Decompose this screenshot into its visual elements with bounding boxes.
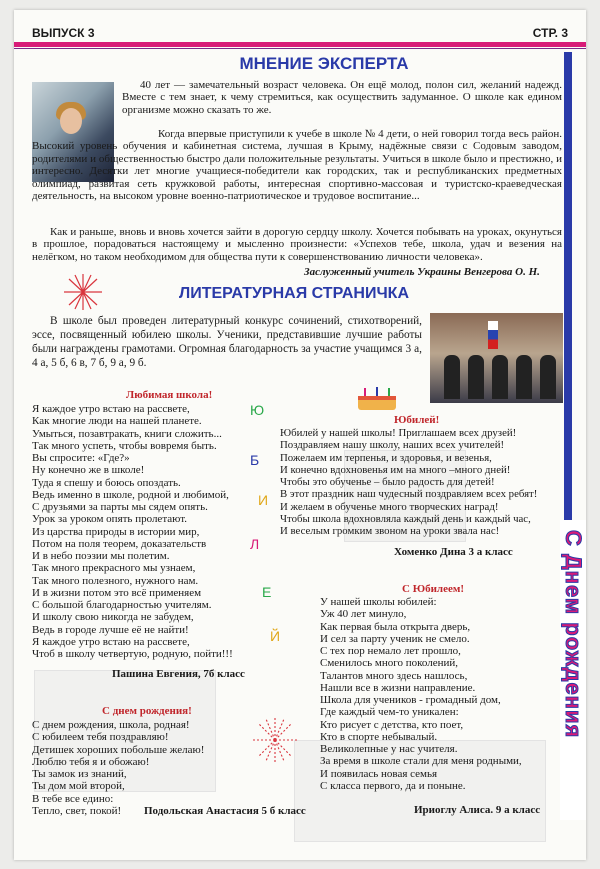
poem-text: Юбилей у нашей школы! Приглашаем всех друзей! Поздравляем нашу школу, наших всех учителей! Пожелаем им терпенья, и здоровья, и везенья, И конечно вдохновенья им на много –много дней! Чтобы это обученье – было радость для детей! В этот праздник наш чудесный поздравляем всех ребят! И желаем в обученье много творческих наград! Чтобы школа вдохновляла каждый день и каждый час, И веселым громким звоном на уроки звала нас!	[280, 427, 538, 537]
header-rule	[14, 42, 586, 47]
jubilee-letter: Л	[250, 536, 260, 552]
issue-label: ВЫПУСК 3	[32, 26, 95, 40]
poem-author: Хоменко Дина 3 а класс	[394, 546, 513, 558]
expert-paragraph-2: Когда впервые приступили к учебе в школе № 4 дети, о ней говорил тогда весь район. Высокий уровень обучения и кабинетная система, лучшая в Крыму, надёжные связи с Содовым заводом, родителями и общественностью быстро дали положительные результаты. Учиться в школе было и престижно, и интересно. Десятки лет многие учащиеся-победители как городских, так и республиканских предметных олимпиад, развитая сеть кружковой работы, интересная спортивно-массовая и туристско-краеведческая деятельность, на высоком уровне военно-патриотическое и трудовое воспитание...	[32, 128, 562, 203]
poem-author: Подольская Анастасия 5 б класс	[144, 805, 306, 817]
expert-title: МНЕНИЕ ЭКСПЕРТА	[239, 54, 409, 73]
page-header	[32, 24, 568, 42]
expert-signature: Заслуженный учитель Украины Венгерова О. Н.	[304, 266, 540, 278]
students-photo	[430, 313, 563, 403]
firework-icon	[250, 715, 300, 765]
poem-author: Пашина Евгения, 7б класс	[112, 668, 245, 680]
literary-intro: В школе был проведен литературный конкурс сочинений, стихотворений, эссе, посвященный юбилею школы. Ученики, представившие лучшие работы были награждены грамотами. Огромная благодарность за участие учащимся 3 а, 4 а, 5 б, 6 в, 7 б, 9 а, 9 б.	[32, 315, 422, 369]
expert-paragraph-1: 40 лет — замечательный возраст человека. Он ещё молод, полон сил, желаний надежд. Вместе с тем знает, к чему стремиться, как осуществить задуманное. О школе как едином организме можно сказать то же.	[122, 79, 562, 116]
poem-title: С Юбилеем!	[402, 583, 465, 595]
jubilee-letter: Й	[270, 628, 281, 644]
poem-text: У нашей школы юбилей: Уж 40 лет минуло, Как первая была открыта дверь, И сел за парту ученик не смело. С тех пор немало лет прошло, Сменилось много поколений, Талантов много здесь нашлось, Нашли все в жизни направление. Школа для учеников - громадный дом, Где каждый чем-то уникален: Кто рисует с детства, кто поет, Кто в спорте небывалый. Великолепные у нас учителя. За время в школе стали для меня родными, И появилась новая семья С класса первого, да и поныне.	[320, 596, 522, 792]
birthday-cake-icon	[354, 384, 400, 412]
poem-author: Ириоглу Алиса. 9 а класс	[414, 804, 541, 816]
poem-text: С днем рождения, школа, родная! С юбилеем тебя поздравляю! Детишек хороших побольше желаю! Люблю тебя я и обожаю! Ты замок из знаний, Ты дом мой второй, В тебе все едино: Тепло, свет, покой!	[32, 719, 205, 817]
expert-paragraph-3: Как и раньше, вновь и вновь хочется зайти в дорогую сердцу школу. Хочется побывать на уроках, окунуться в прошлое, порадоваться настоящему и мысленно произнести: «Успехов тебе, школа, удач и везения на нелёгком, но таком необходимом для общества пути к совершенствованию личности человека».	[32, 226, 562, 263]
jubilee-letter: Б	[250, 452, 260, 468]
jubilee-letter: И	[258, 492, 269, 508]
poem-title: Юбилей!	[394, 414, 440, 426]
jubilee-letter: Е	[262, 584, 272, 600]
page-number: СТР. 3	[532, 26, 568, 40]
newspaper-page	[14, 10, 586, 860]
birthday-vertical-banner: С Днем рождения	[561, 530, 586, 739]
jubilee-letter: Ю	[250, 402, 265, 418]
header-rule-thin	[14, 48, 586, 49]
poem-title: С днем рождения!	[102, 705, 192, 717]
literary-title: ЛИТЕРАТУРНАЯ СТРАНИЧКА	[178, 285, 409, 302]
poem-text: Я каждое утро встаю на рассвете, Как многие люди на нашей планете. Умыться, позавтракать, книги сложить... Так много успеть, чтобы вовремя быть. Вы спросите: «Где?» Ну конечно же в школе! Туда я спешу и боюсь опоздать. Ведь именно в школе, родной и любимой, С друзьями за парты мы сядем опять. Урок за уроком опять пролетают. Из царства природы в истории мир, Потом на поля теорем, доказательств И в небо поэзии мы полетим. Так много прекрасного мы узнаем, Так много полезного, нужного нам. И в жизни потом это всё применяем С большой благодарностью учителям. И школу свою никогда не забудем, Ведь в городе лучше её не найти! Я каждое утро встаю на рассвете, Чтоб в школу четвертую, родную, пойти!!!	[32, 403, 233, 660]
poem-title: Любимая школа!	[126, 389, 213, 401]
firework-icon	[60, 272, 106, 312]
